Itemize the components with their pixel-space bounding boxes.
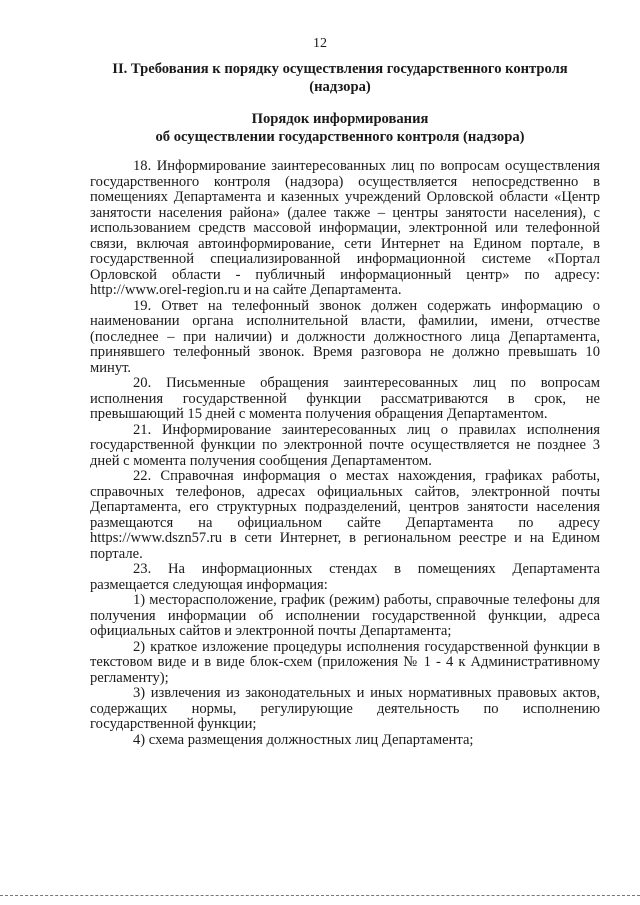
paragraph-20: 20. Письменные обращения заинтересованных лиц по вопросам исполнения государственной функции рассматриваются в срок, не превышающий 15 дней с момента получения обращения Департаментом. [90, 375, 600, 422]
paragraph-22: 22. Справочная информация о местах нахождения, графиках работы, справочных телефонов, адресах официальных сайтов, электронной почты Департамента, его структурных подразделений, центров занятости населения размещаются на официальном сайте Департамента по адресу https://www.dszn57.ru в сети Интернет, в региональном реестре и на Едином портале. [90, 468, 600, 562]
list-item-3: 3) извлечения из законодательных и иных нормативных правовых актов, содержащих нормы, регулирующие деятельность по исполнению государственной функции; [90, 685, 600, 732]
paragraph-19: 19. Ответ на телефонный звонок должен содержать информацию о наименовании органа исполнительной власти, фамилии, имени, отчестве (последнее – при наличии) и должности должностного лица Департамента, принявшего телефонный звонок. Время разговора не должно превышать 10 минут. [90, 297, 600, 376]
list-item-1: 1) месторасположение, график (режим) работы, справочные телефоны для получения информации об исполнении государственной функции, адреса официальных сайтов и электронной почты Департамента; [90, 592, 600, 639]
list-item-4: 4) схема размещения должностных лиц Департамента; [133, 731, 474, 748]
subsection-title [80, 110, 600, 146]
document-body [90, 159, 600, 748]
paragraph-18: 18. Информирование заинтересованных лиц по вопросам осуществления государственного контроля (надзора) осуществляется непосредственно в помещениях Департамента и казенных учреждений Орловской области «Центр занятости населения района» (далее также – центры занятости населения), с использованием средств массовой информации, электронной или телефонной связи, включая автоинформирование, сети Интернет на Едином портале, в государственной специализированной информационной системе «Портал Орловской области - публичный информационный центр» по адресу: http://www.orel-region.ru и на сайте Департамента. [90, 158, 600, 298]
list-item-2: 2) краткое изложение процедуры исполнения государственной функции в текстовом виде и в виде блок-схем (приложения № 1 - 4 к Административному регламенту); [90, 638, 600, 686]
paragraph-21: 21. Информирование заинтересованных лиц о правилах исполнения государственной функции по электронной почте осуществляется не позднее 3 дней с момента получения сообщения Департаментом. [90, 421, 600, 469]
page-number: 12 [313, 36, 327, 51]
page-bottom-divider [0, 895, 640, 897]
section-title: II. Требования к порядку осуществления государственного контроля (надзора) [112, 61, 568, 95]
paragraph-23: 23. На информационных стендах в помещениях Департамента размещается следующая информация: [90, 561, 600, 593]
subsection-title-line1: Порядок информирования [251, 111, 429, 127]
subsection-title-line2: об осуществлении государственного контроля (надзора) [155, 129, 525, 145]
